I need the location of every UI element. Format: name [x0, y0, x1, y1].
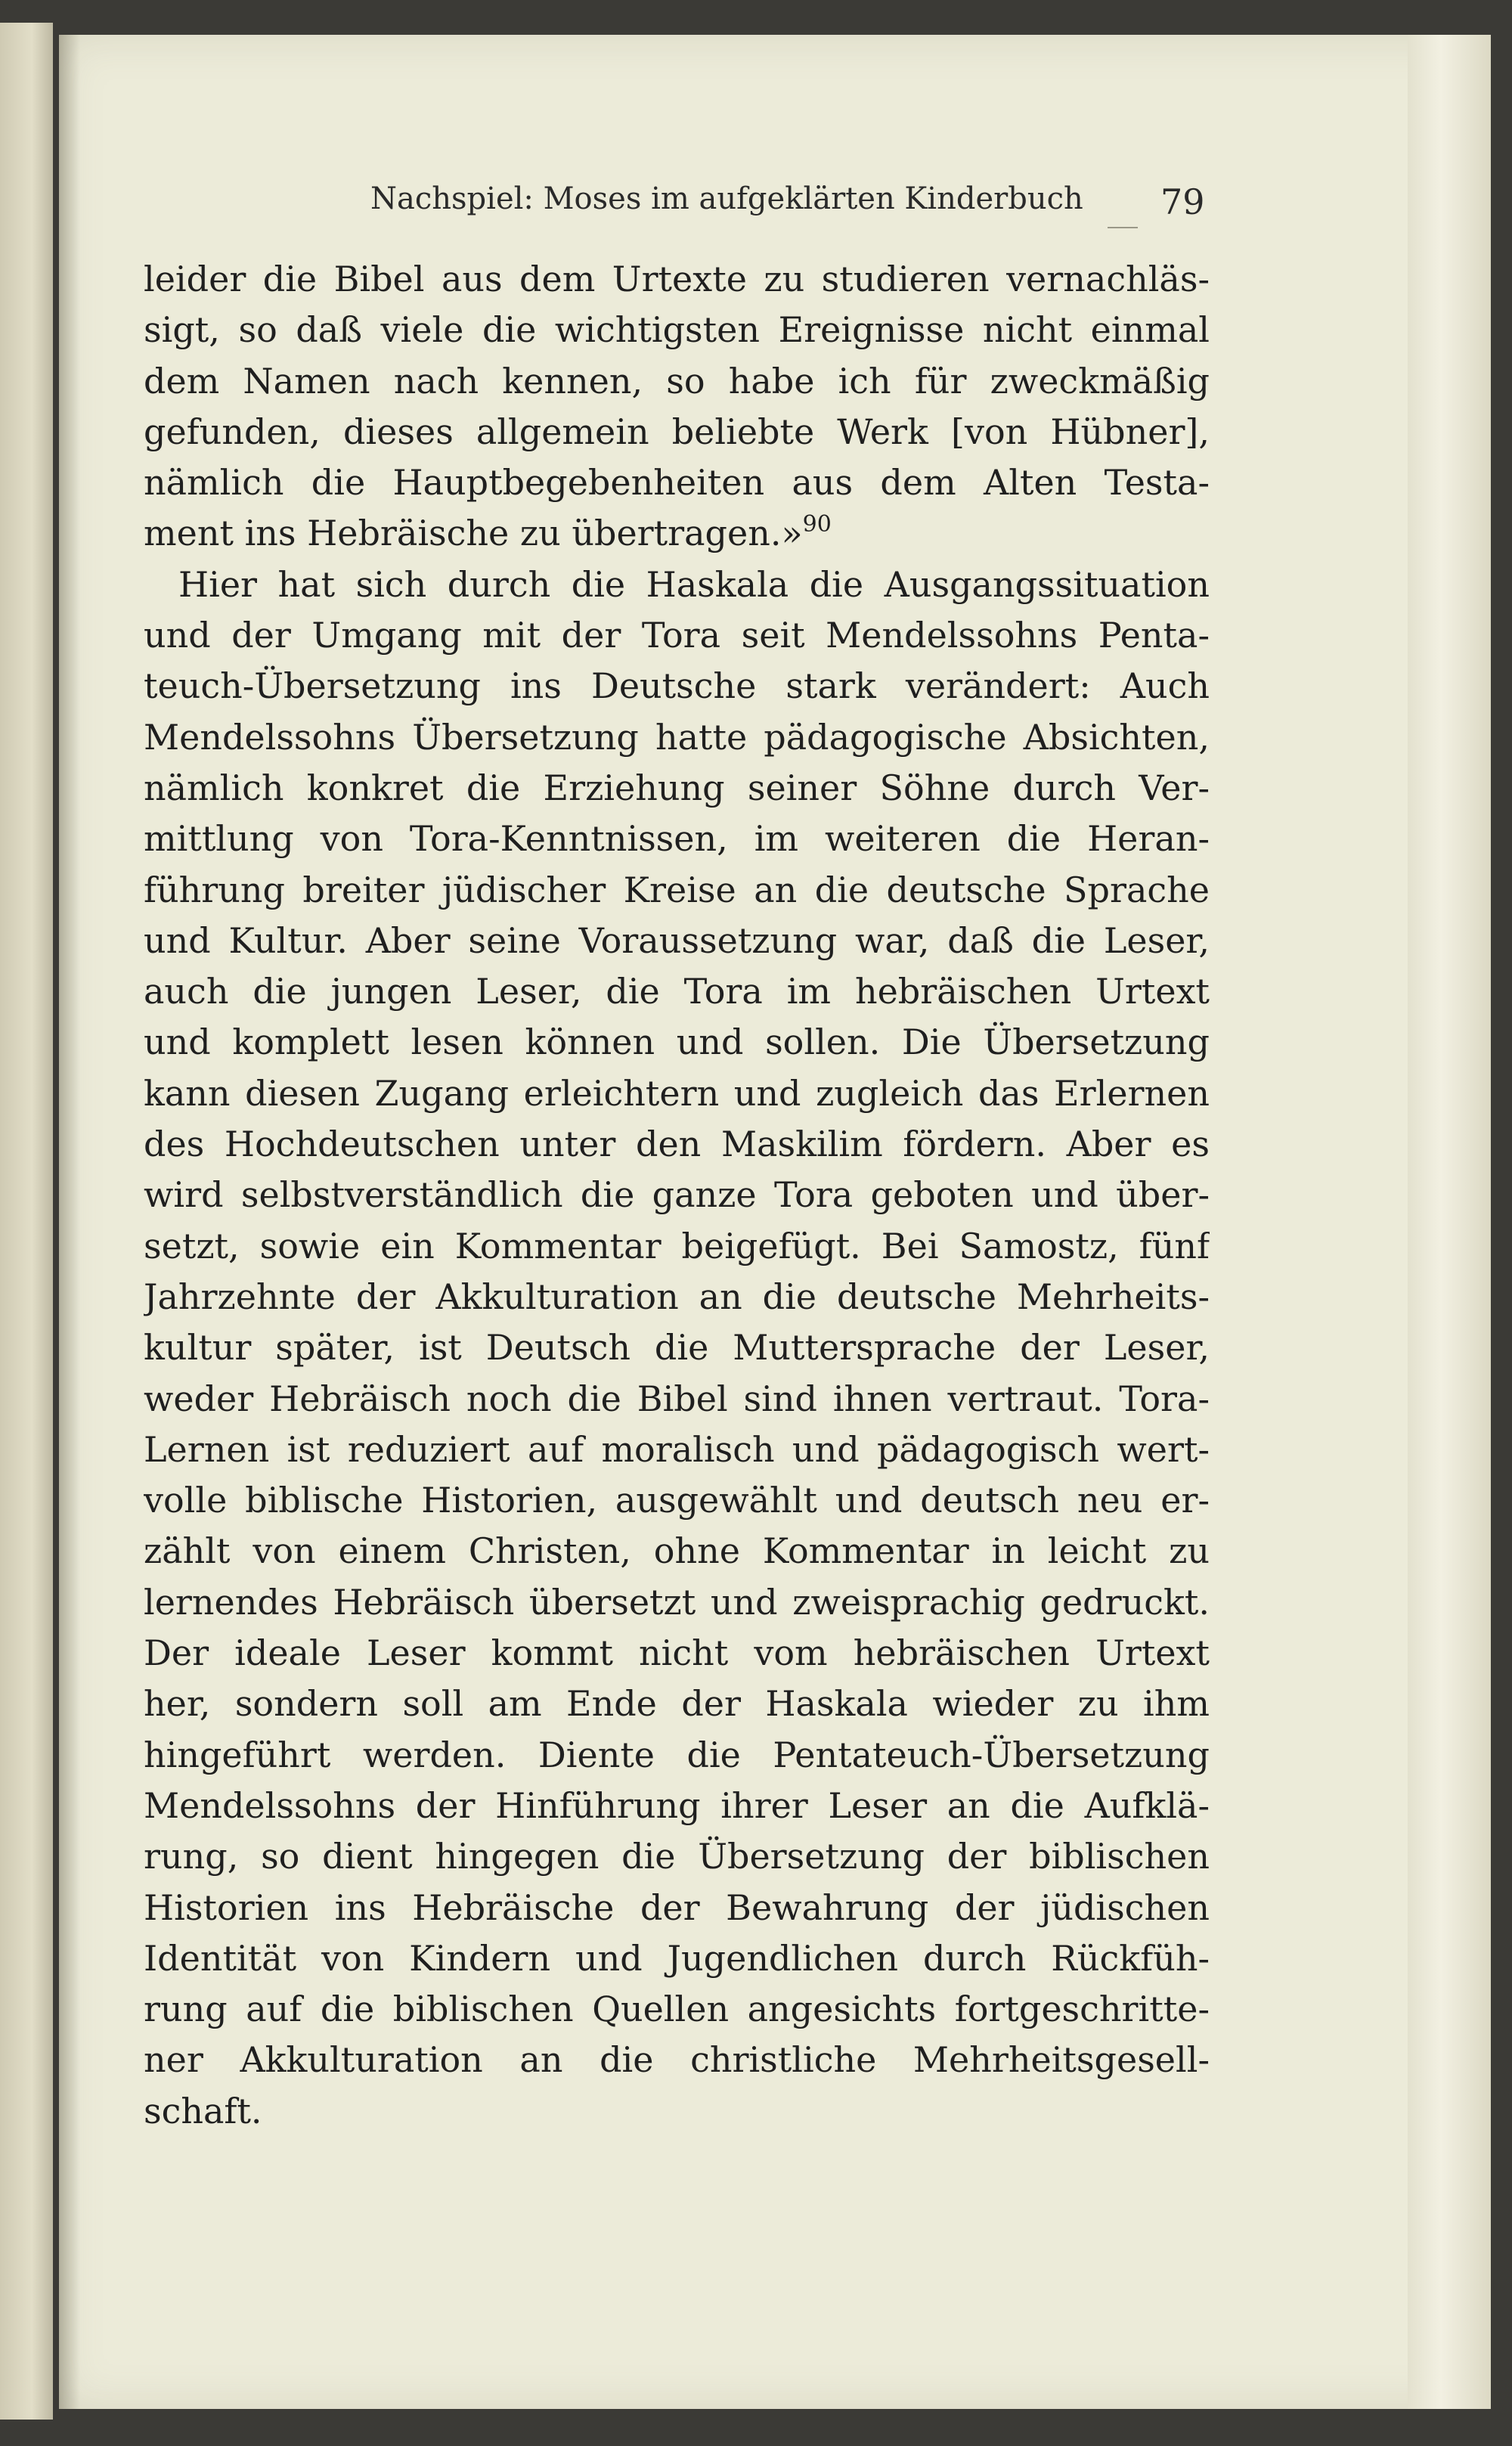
text-line: Identität von Kindern und Jugendlichen durch Rückfüh- [144, 1937, 1210, 1979]
text-line: nämlich konkret die Erziehung seiner Söhne durch Ver- [144, 767, 1210, 808]
text-line: her, sondern soll am Ende der Haskala wieder zu ihm [144, 1683, 1210, 1725]
text-line: rung auf die biblischen Quellen angesichts fortgeschritte- [144, 1989, 1210, 2030]
text-line: Mendelssohns Übersetzung hatte pädagogische Absichten, [144, 716, 1210, 758]
text-line: weder Hebräisch noch die Bibel sind ihnen vertraut. Tora- [144, 1378, 1210, 1419]
text-line: volle biblische Historien, ausgewählt und deutsch neu er- [144, 1480, 1210, 1521]
previous-page-edge [0, 23, 53, 2420]
text-line: Hier hat sich durch die Haskala die Ausgangssituation [178, 563, 1210, 605]
page-gutter-shadow [59, 35, 80, 2409]
text-line: gefunden, dieses allgemein beliebte Werk [von Hübner], [144, 411, 1210, 452]
text-line: nämlich die Hauptbegebenheiten aus dem Alten Testa- [144, 462, 1210, 504]
running-head-rule [1108, 227, 1138, 228]
text-line: und der Umgang mit der Tora seit Mendelssohns Penta- [144, 615, 1210, 656]
text-line: lernendes Hebräisch übersetzt und zweisprachig gedruckt. [144, 1581, 1210, 1623]
text-line: und komplett lesen können und sollen. Die Übersetzung [144, 1021, 1210, 1063]
text-line: führung breiter jüdischer Kreise an die deutsche Sprache [144, 869, 1210, 910]
text-line: setzt, sowie ein Kommentar beigefügt. Bei Samostz, fünf [144, 1225, 1210, 1266]
text-line: mittlung von Tora-Kenntnissen, im weiteren die Heran- [144, 818, 1210, 860]
footnote-reference: 90 [802, 511, 832, 538]
text-line: des Hochdeutschen unter den Maskilim fördern. Aber es [144, 1124, 1210, 1165]
text-line: Jahrzehnte der Akkulturation an die deutsche Mehrheits- [144, 1276, 1210, 1317]
text-line: Historien ins Hebräische der Bewahrung der jüdischen [144, 1886, 1210, 1928]
text-line: wird selbstverständlich die ganze Tora geboten und über- [144, 1174, 1210, 1216]
text-line: kultur später, ist Deutsch die Muttersprache der Leser, [144, 1327, 1210, 1369]
text-line-content: ment ins Hebräische zu übertragen.» [144, 513, 803, 554]
page-number: 79 [1160, 181, 1205, 222]
text-line [144, 508, 1210, 559]
text-line: sigt, so daß viele die wichtigsten Ereignisse nicht einmal [144, 309, 1210, 351]
running-head: Nachspiel: Moses im aufgeklärten Kinderbuch [370, 181, 1083, 216]
text-line: Lernen ist reduziert auf moralisch und pädagogisch wert- [144, 1428, 1210, 1470]
body-text [144, 254, 1210, 2137]
text-line: teuch-Übersetzung ins Deutsche stark verändert: Auch [144, 665, 1210, 707]
text-line: auch die jungen Leser, die Tora im hebräischen Urtext [144, 971, 1210, 1012]
text-line: rung, so dient hingegen die Übersetzung der biblischen [144, 1836, 1210, 1877]
text-line: zählt von einem Christen, ohne Kommentar in leicht zu [144, 1530, 1210, 1572]
text-line: Der ideale Leser kommt nicht vom hebräischen Urtext [144, 1632, 1210, 1674]
text-line: ner Akkulturation an die christliche Mehrheitsgesell- [144, 2039, 1210, 2081]
text-line: Mendelssohns der Hinführung ihrer Leser an die Aufklä- [144, 1784, 1210, 1826]
text-line: schaft. [144, 2090, 262, 2131]
text-line: hingeführt werden. Diente die Pentateuch-Übersetzung [144, 1734, 1210, 1775]
text-line: kann diesen Zugang erleichtern und zugleich das Erlernen [144, 1072, 1210, 1114]
page-fore-edge [1408, 35, 1491, 2409]
text-line: leider die Bibel aus dem Urtexte zu studieren vernachläs- [144, 259, 1210, 299]
text-line: dem Namen nach kennen, so habe ich für zweckmäßig [144, 360, 1210, 401]
text-line: und Kultur. Aber seine Voraussetzung war, daß die Leser, [144, 919, 1210, 961]
